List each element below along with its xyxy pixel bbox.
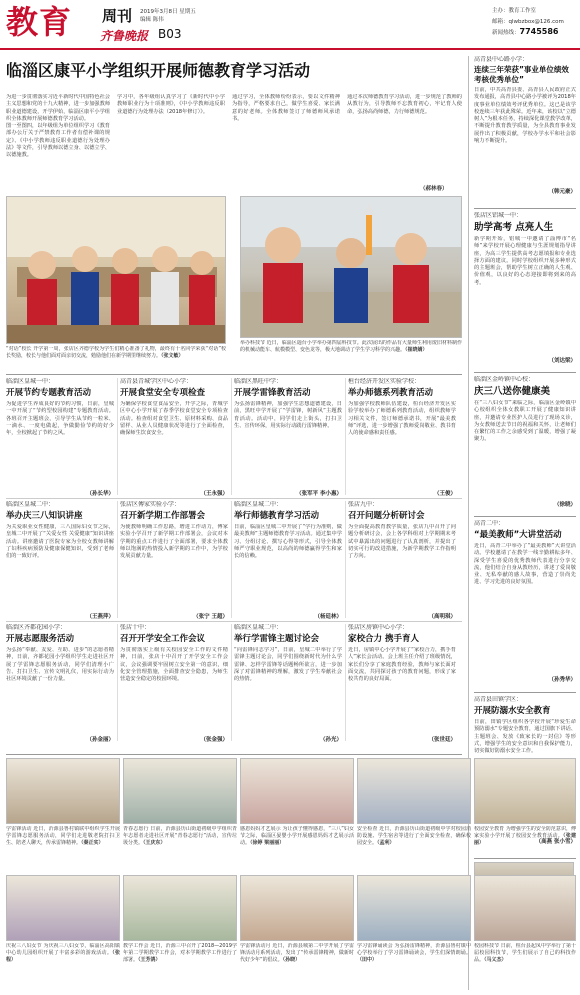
paper-logo: 齐鲁晚报 — [100, 29, 149, 43]
news-photo — [357, 875, 471, 941]
news-item-title: 举办庆三八知识讲座 — [6, 511, 83, 521]
news-item-body — [234, 524, 342, 612]
lead-col-1 — [6, 94, 110, 194]
lead-paragraph-1: 为进一步贯彻落实习近平新时代中国特色社会主义思想和党的十九大精神，进一步加强教师职业道德建设，开学伊始，临淄区康平小学组织全体教师开展师德教育学习活动。 — [6, 94, 110, 122]
right-4-author: （孙秀华） — [548, 677, 576, 683]
right-1-body-wrap — [474, 87, 576, 187]
news-item-body — [234, 401, 342, 489]
news-item-text: 为加强学校教师队伍建设，桓台经济开发区实验学校举办了师德系列教育活动，组织教师学习相关文件，签订师德承诺书，开展“最美教师”评选，进一步增强了教师爱岗敬业、教书育人的使命感和责任感。 — [348, 401, 456, 437]
news-item-title: 召开问题分析研讨会 — [348, 511, 425, 521]
news-item — [348, 378, 456, 497]
news-item — [234, 501, 342, 620]
news-photo-caption — [6, 826, 120, 870]
right-4-school: 高青二中： — [474, 520, 505, 527]
news-column-divider — [117, 624, 118, 741]
news-item-body — [348, 401, 456, 489]
right-rule-3 — [474, 516, 576, 517]
news-item-school: 临淄区皇城二中： — [234, 501, 283, 508]
news-item-school: 临淄区皇城二中： — [6, 501, 55, 508]
lead-col-3 — [232, 94, 340, 194]
masthead — [0, 0, 580, 44]
news-item-school: 临淄区黑旺中学： — [234, 378, 283, 385]
photo-news-item — [240, 758, 354, 872]
right-3-body-wrap — [474, 400, 576, 500]
photo-news-item — [474, 875, 576, 989]
news-column-divider — [117, 378, 118, 495]
news-photo-caption-text: 教学工作会 近日，沂源三中召开了2018—2019学年第二学期教学工作会，对本学期教学工作进行了部署。 — [123, 943, 237, 963]
news-photo-author: （马义杰） — [484, 957, 507, 963]
photo-news-item — [6, 875, 120, 989]
news-photo — [357, 758, 471, 824]
news-item-text: 为促进学生养成良好的节约习惯，日前，皇城一中开展了“节约型校园构建”专题教育活动。各班召开主题班会，引导学生从节约一粒米、一滴水、一度电做起，争做勤俭节约的好少年，全校掀起了节约之风。 — [6, 401, 114, 437]
phone-number: 7745586 — [519, 27, 559, 36]
news-photo-caption-text: 庆祝三八妇女节 为庆祝三八妇女节，临淄区高阳镇中心幼儿园组织开展了丰富多彩的游戏活动。 — [6, 943, 120, 956]
right-4-body-wrap — [474, 543, 576, 675]
photo-science-fair — [240, 196, 462, 338]
news-item-title: 开展食堂安全专项检查 — [120, 388, 206, 398]
lead-title: 临淄区康平小学组织开展师德教育学习活动 — [6, 61, 311, 80]
news-photo-caption-text: 校园科技节 日前，桓台县起凤中学举行了第十届校园科技节，学生们展示了自己的科技作品。 — [474, 943, 576, 963]
news-photo-caption — [240, 826, 354, 870]
news-item-title: 举行师德教育学习活动 — [234, 511, 320, 521]
news-photo — [6, 758, 120, 824]
right-3-title: 庆三八送你健康美 — [474, 386, 551, 397]
news-photo-caption-text: 学雷锋活动月 近日，沂源县城第二中学开展了学雷锋活动月系列活动，发出了“传承雷锋精神，做新时代好少年”的倡议。 — [240, 943, 354, 963]
news-item-title: 举办师德系列教育活动 — [348, 388, 434, 398]
news-item-author: （杨廷林） — [314, 614, 342, 620]
news-photo-author: （王芳鸽） — [138, 957, 161, 963]
lead-paragraph-2: 图一至图四，以年级组为单位组织学习《教育部办公厅关于严禁教育工作者有偿补课的规定》、《中小学教师违反职业道德行为处理办法》等文件，引导教师以德立身、以德立学、以德施教。 — [6, 123, 110, 159]
news-photo-caption — [357, 943, 471, 987]
section-title: 教育 — [6, 3, 73, 41]
masthead-date: 2019年3月8日 星期五 — [140, 9, 196, 15]
news-photo-caption — [357, 826, 471, 870]
news-item-text: 为全面提高教育教学质量，张店九中召开了问题分析研讨会，会上各学科组对上学期期末考试中暴露出的问题进行了认真剖析，并提出了切实可行的改进措施，为新学期教学工作指明了方向。 — [348, 524, 456, 560]
news-column-divider — [231, 624, 232, 741]
news-item-author: （王燕萍） — [86, 614, 114, 620]
photo-1-caption — [6, 346, 226, 376]
news-item-body — [6, 401, 114, 489]
right-3-body: 在“三八妇女节”来临之际，临淄区金岭镇中心校组织全体女教职工开展了健康知识讲座，并邀请专业医护人员进行了现场义诊，为女教师送去节日的祝福和关怀，让老师们在繁忙的工作之余感受到了温暖，增强了凝聚力。 — [474, 400, 576, 443]
news-item — [6, 501, 114, 620]
news-item-school: 桓台经济开发区实验学校： — [348, 378, 421, 385]
right-rule-1 — [474, 208, 576, 209]
news-photo-caption-text: 校园安全教育 为增强学生的安全防范意识，傅家实验小学开展了校园安全教育活动。 — [474, 826, 576, 839]
news-item-body — [120, 401, 228, 489]
news-item — [234, 624, 342, 743]
news-item-body — [348, 647, 456, 735]
news-item-text: 日前，临淄区皇城二中开展了“学行为准则，做最美教师”主题师德教育学习活动。通过集中学习、分组讨论、撰写心得等形式，引导全体教师严守职业规范，以高尚的师德赢得学生和家长的信赖。 — [234, 524, 342, 560]
news-item-text: 为关爱职业女性健康，三八国际妇女节之际，皇城二中开展了“关爱女性 关爱健康”知识讲座活动。讲座邀请了医院专家为全校女教师讲解了妇科疾病预防及健康保健知识，受到了老师们的一致好评。 — [6, 524, 114, 560]
news-item — [6, 378, 114, 497]
right-rule-2 — [474, 372, 576, 373]
news-item-school: 临淄区皇城二中： — [234, 624, 283, 631]
right-4-body: 近日，高青二中举办了“最美教师”大讲堂活动。学校邀请了在教学一线辛勤耕耘多年、深受学生喜爱的优秀教师代表进行分享交流，他们结合自身从教经历，讲述了爱岗敬业、无私奉献的感人故事，营造了崇尚先进、学习先进的良好氛围。 — [474, 543, 576, 586]
news-item-author: （孙长华） — [86, 491, 114, 497]
news-item-text: 为使教师明确工作思路，增进工作动力，傅家实验小学召开了新学期工作部署会，会议对本学期的重点工作进行了全面部署，要求全体教师以饱满的热情投入新学期的工作中，为学校发展贡献力量。 — [120, 524, 228, 560]
photo-strip-inner — [6, 758, 580, 992]
news-item-author: （孙金丽） — [86, 737, 114, 743]
news-item-school: 高青县青城学区中心小学： — [120, 378, 193, 385]
right-2-author: （刘达梁） — [548, 358, 576, 364]
news-item-author: （张世廷） — [428, 737, 456, 743]
lead-paragraph-4: 通过学习，全体教师纷纷表示，要以文件精神为指导，严格要求自己，做学生喜爱、家长满意的好老师。全体教师签订了师德师风承诺书。 — [232, 94, 340, 122]
news-item-title: 开展节约专题教育活动 — [6, 388, 92, 398]
lead-col-4 — [347, 94, 462, 186]
news-photo — [474, 758, 576, 824]
news-item-text: “向雷锋同志学习”，日前，皇城二中举行了学雷锋主题讨论会，同学们围绕新时代为什么学雷锋、怎样学雷锋等话题畅所欲言，进一步加深了对雷锋精神的理解，激发了学生奉献社会的热情。 — [234, 647, 342, 683]
news-photo-caption — [6, 943, 120, 987]
right-2-school: 张店区铝城一中： — [474, 212, 523, 219]
news-item — [234, 378, 342, 497]
news-item-author: （张军平 李小惠） — [296, 491, 342, 497]
weekly-label: 周刊 — [102, 7, 133, 25]
news-item-school: 张店区傅家实验小学： — [120, 501, 181, 508]
right-1-author: （韩元豪） — [548, 189, 576, 195]
news-photo-caption — [240, 943, 354, 987]
photo-news-item — [357, 875, 471, 989]
news-item — [348, 624, 456, 743]
right-rule-4 — [474, 692, 576, 693]
masthead-editor: 编辑 陈伟 — [140, 17, 164, 23]
photo-news-item — [123, 875, 237, 989]
news-item — [6, 624, 114, 743]
news-photo — [123, 758, 237, 824]
photo-news-item — [123, 758, 237, 872]
news-photo-author: （张程） — [6, 950, 120, 963]
news-item-school: 张店十中： — [120, 624, 151, 631]
photo-classroom-students-image — [7, 197, 225, 343]
news-item-body — [6, 647, 114, 735]
news-photo-caption-text: 学雷锋活动 近日，沂源县鲁村镇联中组织学生开展学雷锋志愿服务活动，同学们走进敬老院打扫卫生、陪老人聊天，传承雷锋精神。 — [6, 826, 120, 846]
news-photo-caption — [123, 943, 237, 987]
news-photo-author: （徐婷 梁丽丽） — [250, 840, 285, 846]
news-item-school: 张店九中： — [348, 501, 379, 508]
right-1-body: 日前，中共高青县委、高青县人民政府正式发布通报，高青县中心路小学被评为2018年度事业单位绩效考评优秀单位。这已是该学校连续三年获此殊荣。近年来，该校以“立德树人”为根本任务，持续深化课堂教学改革，不断提升教育教学质量，为全县教育事业发展作出了积极贡献，学校办学水平和社会影响力不断提升。 — [474, 87, 576, 145]
right-5-school: 高青县田镇学区： — [474, 696, 523, 703]
news-photo-caption-text: 安全检查 近日，沂源县历山街道初级中学对校园消防设施、学生宿舍等进行了全面安全检查，确保校园安全。 — [357, 826, 471, 846]
news-photo — [474, 875, 576, 941]
right-5-author: （高燕 张小雪） — [535, 839, 576, 845]
news-item-author: （孙光） — [319, 737, 342, 743]
lead-paragraph-3: 学习中，各年级组认真学习了《新时代中小学教师职业行为十项准则》，《中小学教师违反职业道德行为处理办法（2018年修订）》。 — [117, 94, 225, 115]
photo-strip-rule — [6, 754, 462, 755]
news-item-title: 召开开学安全工作会议 — [120, 634, 206, 644]
news-photo-author: （秦正实） — [81, 840, 104, 846]
news-item-title: 家校合力 携手育人 — [348, 634, 419, 644]
photo-1-author: （张文敏） — [161, 353, 184, 359]
photo-classroom-students — [6, 196, 226, 344]
masthead-email: 邮箱：qlwbzbox@126.com — [492, 19, 564, 25]
news-item-text: 为弘扬雷锋精神，加强学生思想道德建设，日前，黑旺中学开展了“学雷锋，树新风”主题教育活动。活动中，同学们走上街头，打扫卫生、宣传环保，用实际行动践行雷锋精神。 — [234, 401, 342, 429]
news-item-text: 为弘扬“奉献、友爱、互助、进步”的志愿者精神，日前，齐都花园小学组织学生走进社区开展了学雷锋志愿服务活动，同学们清理小广告、打扫卫生、宣传文明礼仪，用实际行动为社区环境贡献了一份力量。 — [6, 647, 114, 683]
photo-2-caption — [240, 340, 462, 368]
photo-news-item — [6, 758, 120, 872]
news-item-school: 临淄区齐都花园小学： — [6, 624, 67, 631]
right-2-body: 新学期开始，铝城一中邀请了淄博市“名师”来学校开展心理健康与生涯规划指导讲座，为高三学生提供高考志愿填报和专业选择方面的建议。同时学校组织开展多种形式的主题班会，帮助学生树立正确的人生观、价值观，以良好的心态迎接即将到来的高考。 — [474, 236, 576, 286]
news-item-body — [120, 647, 228, 735]
news-item — [348, 501, 456, 620]
right-5-title: 开展防溺水安全教育 — [474, 706, 551, 716]
news-column-divider — [345, 624, 346, 741]
news-item-title: 召开新学期工作部署会 — [120, 511, 206, 521]
grid-top-rule — [6, 374, 462, 375]
news-item-title: 开展学雷锋教育活动 — [234, 388, 311, 398]
right-article-2 — [474, 212, 576, 370]
news-item-text: 为贯彻落实上级有关校园安全工作的文件精神，日前，张店十中召开了开学安全工作会议，会议强调要牢固树立安全第一的意识，细化安全管理措施，全面排查安全隐患，为师生营造安全稳定的校园环境。 — [120, 647, 228, 683]
masthead-chief: 主办：教育工作室 — [492, 8, 537, 14]
news-grid — [6, 378, 462, 748]
news-row-divider — [6, 621, 462, 622]
news-row-divider — [6, 498, 462, 499]
phone-label: 新闻热线： — [492, 30, 520, 36]
page-number: B03 — [158, 27, 182, 41]
news-item-author: （王永强） — [200, 491, 228, 497]
news-photo-caption-text: 感恩妈妈才艺展示 为让孩子懂得感恩，“三八”妇女节之际，临淄区晏婴小学开展感恩妈妈才艺展示活动。 — [240, 826, 354, 846]
photo-1-caption-text: “对话”校长 开学第一周，张店区齐德学校为学生们精心准备了礼物，最终有十名同学荣获“对话”校长奖励，校长与他们面对面亲切交流，勉励他们在新学期里继续努力。 — [6, 346, 226, 359]
news-photo — [240, 875, 354, 941]
news-photo-caption-text: 青春志愿行 日前，沂源县历山街道初级中学组织青年志愿者走进社区开展“青春志愿行”活动，宣传垃圾分类。 — [123, 826, 237, 846]
news-photo-caption — [474, 943, 576, 987]
news-item — [120, 501, 228, 620]
news-photo-author: （孟利） — [377, 840, 395, 846]
right-3-school: 临淄区金岭镇中心校： — [474, 376, 535, 383]
masthead-rule — [0, 48, 580, 50]
news-column-divider — [345, 501, 346, 618]
news-item-body — [120, 524, 228, 612]
news-item-body — [234, 647, 342, 735]
news-item-title: 开展志愿服务活动 — [6, 634, 75, 644]
news-photo-author: （孙晓） — [282, 957, 301, 963]
news-photo-caption-text: 学习雷锋诵读会 为弘扬雷锋精神，沂源县鲁村镇中心学校举行了学习雷锋诵读会，学生们深情朗诵。 — [357, 943, 471, 956]
news-photo-caption — [474, 826, 576, 870]
news-item-author: （张宁 王超） — [193, 614, 228, 620]
right-1-title: 连续三年荣获”事业单位绩效考核优秀单位” — [474, 65, 569, 84]
lead-col-2 — [117, 94, 225, 194]
news-item-body — [348, 524, 456, 612]
right-article-1 — [474, 56, 576, 206]
news-photo-caption — [123, 826, 237, 870]
lead-author: （郝林春） — [420, 186, 448, 192]
right-article-3 — [474, 376, 576, 514]
news-item-school: 张店区房镇中心小学： — [348, 624, 409, 631]
news-item-text: 近日，房镇中心小学开展了“家校合力，携手育人”家长会活动。会上班主任介绍了班级情况，家长们分享了家庭教育经验，教师与家长面对面交流，共同探讨孩子的教育问题，形成了家校共育的良好局面。 — [348, 647, 456, 683]
news-item-title: 举行学雷锋主题讨论会 — [234, 634, 320, 644]
photo-2-author: （崔晓婧） — [405, 347, 428, 353]
news-item-author: （张金强） — [200, 737, 228, 743]
news-item-body — [6, 524, 114, 612]
news-column-divider — [231, 378, 232, 495]
masthead-phone — [492, 27, 558, 36]
right-5-body: 日前，田镇学区组织各学校开展“珍爱生命 预防溺水”专题安全教育，通过国旗下讲话、主题班会、发放《致家长的一封信》等形式，增强学生的安全意识和自我保护能力，切实做好防溺水安全工作。 — [474, 719, 576, 755]
news-item — [120, 624, 228, 743]
news-column-divider — [345, 378, 346, 495]
news-column-divider — [117, 501, 118, 618]
lead-paragraph-5: 通过本次师德教育学习活动，进一步规范了教师的从教行为，引导教师不忘教育初心，牢记育人使命，弘扬高尚师德，力行师德规范。 — [347, 94, 462, 115]
right-article-4 — [474, 520, 576, 690]
news-photo — [240, 758, 354, 824]
right-2-body-wrap — [474, 236, 576, 356]
right-4-title: “最美教师”大讲堂活动 — [474, 530, 562, 540]
photo-news-item — [357, 758, 471, 872]
right-2-title: 助学高考 点亮人生 — [474, 222, 554, 233]
news-item — [120, 378, 228, 497]
news-column-divider — [231, 501, 232, 618]
news-item-author: （王俊） — [433, 491, 456, 497]
news-photo — [6, 875, 120, 941]
photo-2-caption-text: 举办科技节 近日，临淄区遄台小学举办第四届科技节。此次展出的作品有大量师生利用废旧材料制作的机械动能车、航模模型、变色龙等，极大地调动了学生学习科学的兴趣。 — [240, 340, 462, 353]
news-photo — [123, 875, 237, 941]
news-item-school: 临淄区皇城一中： — [6, 378, 55, 385]
photo-news-item — [240, 875, 354, 989]
photo-news-item — [474, 758, 576, 872]
news-photo-author: （张建丽） — [474, 833, 576, 846]
news-photo-author: （王庆东） — [143, 840, 166, 846]
news-item-author: （高明琪） — [428, 614, 456, 620]
news-photo-author: （田中） — [357, 957, 378, 963]
right-1-school: 高青县中心路小学： — [474, 56, 529, 63]
photo-science-fair-image — [241, 197, 461, 337]
photo-strip — [6, 758, 580, 992]
right-3-author: （徐晓） — [553, 502, 576, 508]
news-grid-inner — [6, 378, 462, 748]
news-item-text: 为确保学校食堂食品安全，开学之际，青城学区中心小学开展了春季学校食堂安全专项检查活动。检查组对食堂卫生、原材料采购、食品留样、从业人员健康状况等进行了全面检查，确保师生饮食安全。 — [120, 401, 228, 437]
